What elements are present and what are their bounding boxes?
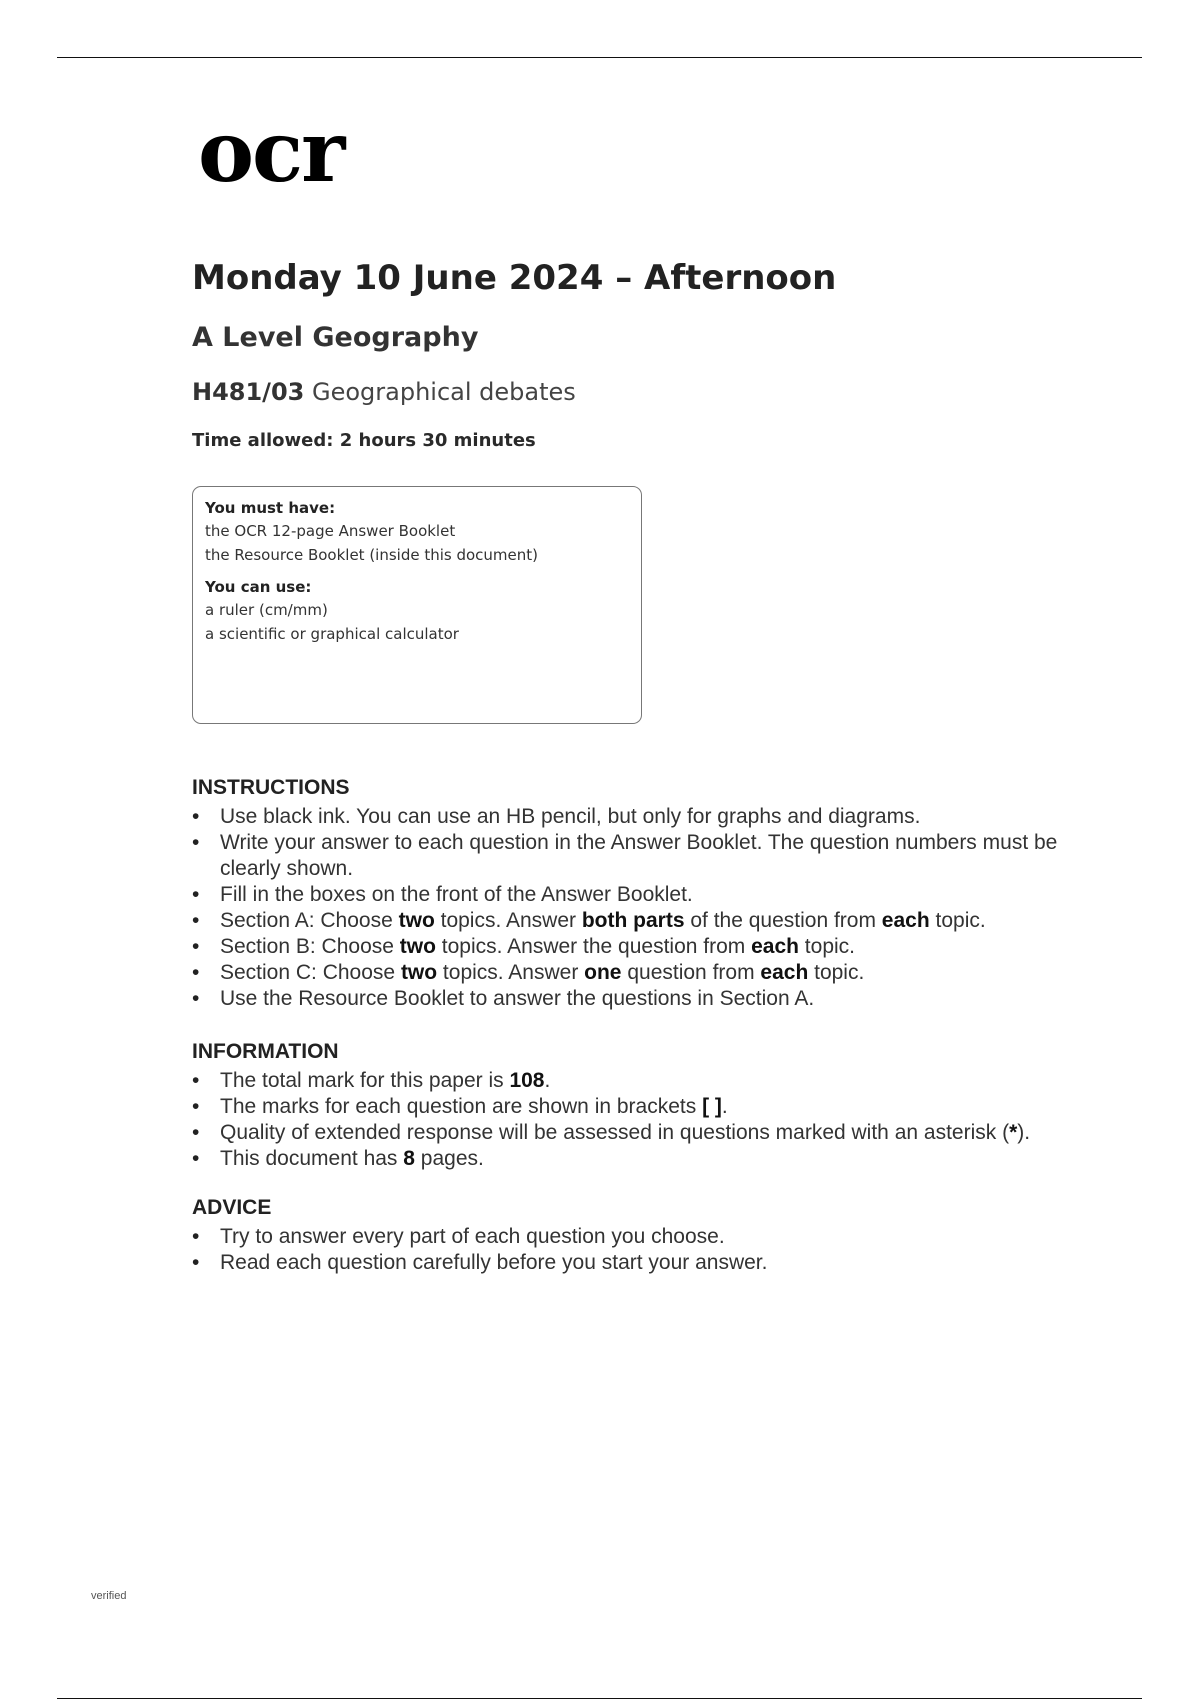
instructions-list: [192, 804, 1100, 1012]
advice-section: [192, 1196, 1100, 1276]
must-have-item: the OCR 12-page Answer Booklet: [205, 522, 456, 540]
bullet-item: • Use the Resource Booklet to answer the questions in Section A.: [192, 986, 1100, 1012]
equipment-box: [192, 486, 642, 724]
bullet-item: • This document has 8 pages.: [192, 1146, 1100, 1172]
bullet-item: • The marks for each question are shown in brackets [ ].: [192, 1094, 1100, 1120]
bullet-item: • Quality of extended response will be assessed in questions marked with an asterisk (*).: [192, 1120, 1100, 1146]
exam-date-title: Monday 10 June 2024 – Afternoon: [192, 258, 837, 298]
bullet-item: • Section B: Choose two topics. Answer the question from each topic.: [192, 934, 1100, 960]
information-list: [192, 1068, 1100, 1172]
bullet-item: • Section A: Choose two topics. Answer both parts of the question from each topic.: [192, 908, 1100, 934]
bullet-item: • Write your answer to each question in the Answer Booklet. The question numbers must be clearly shown.: [192, 830, 1100, 882]
paper-name: Geographical debates: [312, 378, 576, 406]
advice-heading: ADVICE: [192, 1196, 272, 1219]
information-heading: INFORMATION: [192, 1040, 339, 1063]
must-have-item: the Resource Booklet (inside this document): [205, 546, 539, 564]
can-use-item: a scientific or graphical calculator: [205, 625, 459, 643]
can-use-item: a ruler (cm/mm): [205, 601, 328, 619]
bullet-item: • Use black ink. You can use an HB pencil, but only for graphs and diagrams.: [192, 804, 1100, 830]
top-rule: [57, 57, 1142, 58]
advice-list: [192, 1224, 1100, 1276]
bullet-item: • Read each question carefully before you start your answer.: [192, 1250, 1100, 1276]
ocr-logo: ocr: [198, 102, 344, 201]
bullet-item: • Try to answer every part of each question you choose.: [192, 1224, 1100, 1250]
paper-line: [192, 378, 576, 406]
bottom-rule: [57, 1698, 1142, 1699]
bullet-item: • The total mark for this paper is 108.: [192, 1068, 1100, 1094]
footer-note: verified: [91, 1590, 127, 1602]
must-have-heading: You must have:: [205, 499, 336, 517]
subject-title: A Level Geography: [192, 322, 479, 353]
instructions-section: [192, 776, 1100, 1012]
bullet-item: • Section C: Choose two topics. Answer one question from each topic.: [192, 960, 1100, 986]
can-use-heading: You can use:: [205, 578, 312, 596]
bullet-item: • Fill in the boxes on the front of the Answer Booklet.: [192, 882, 1100, 908]
paper-code: H481/03: [192, 378, 305, 406]
time-allowed: Time allowed: 2 hours 30 minutes: [192, 430, 536, 451]
instructions-heading: INSTRUCTIONS: [192, 776, 350, 799]
information-section: [192, 1040, 1100, 1172]
